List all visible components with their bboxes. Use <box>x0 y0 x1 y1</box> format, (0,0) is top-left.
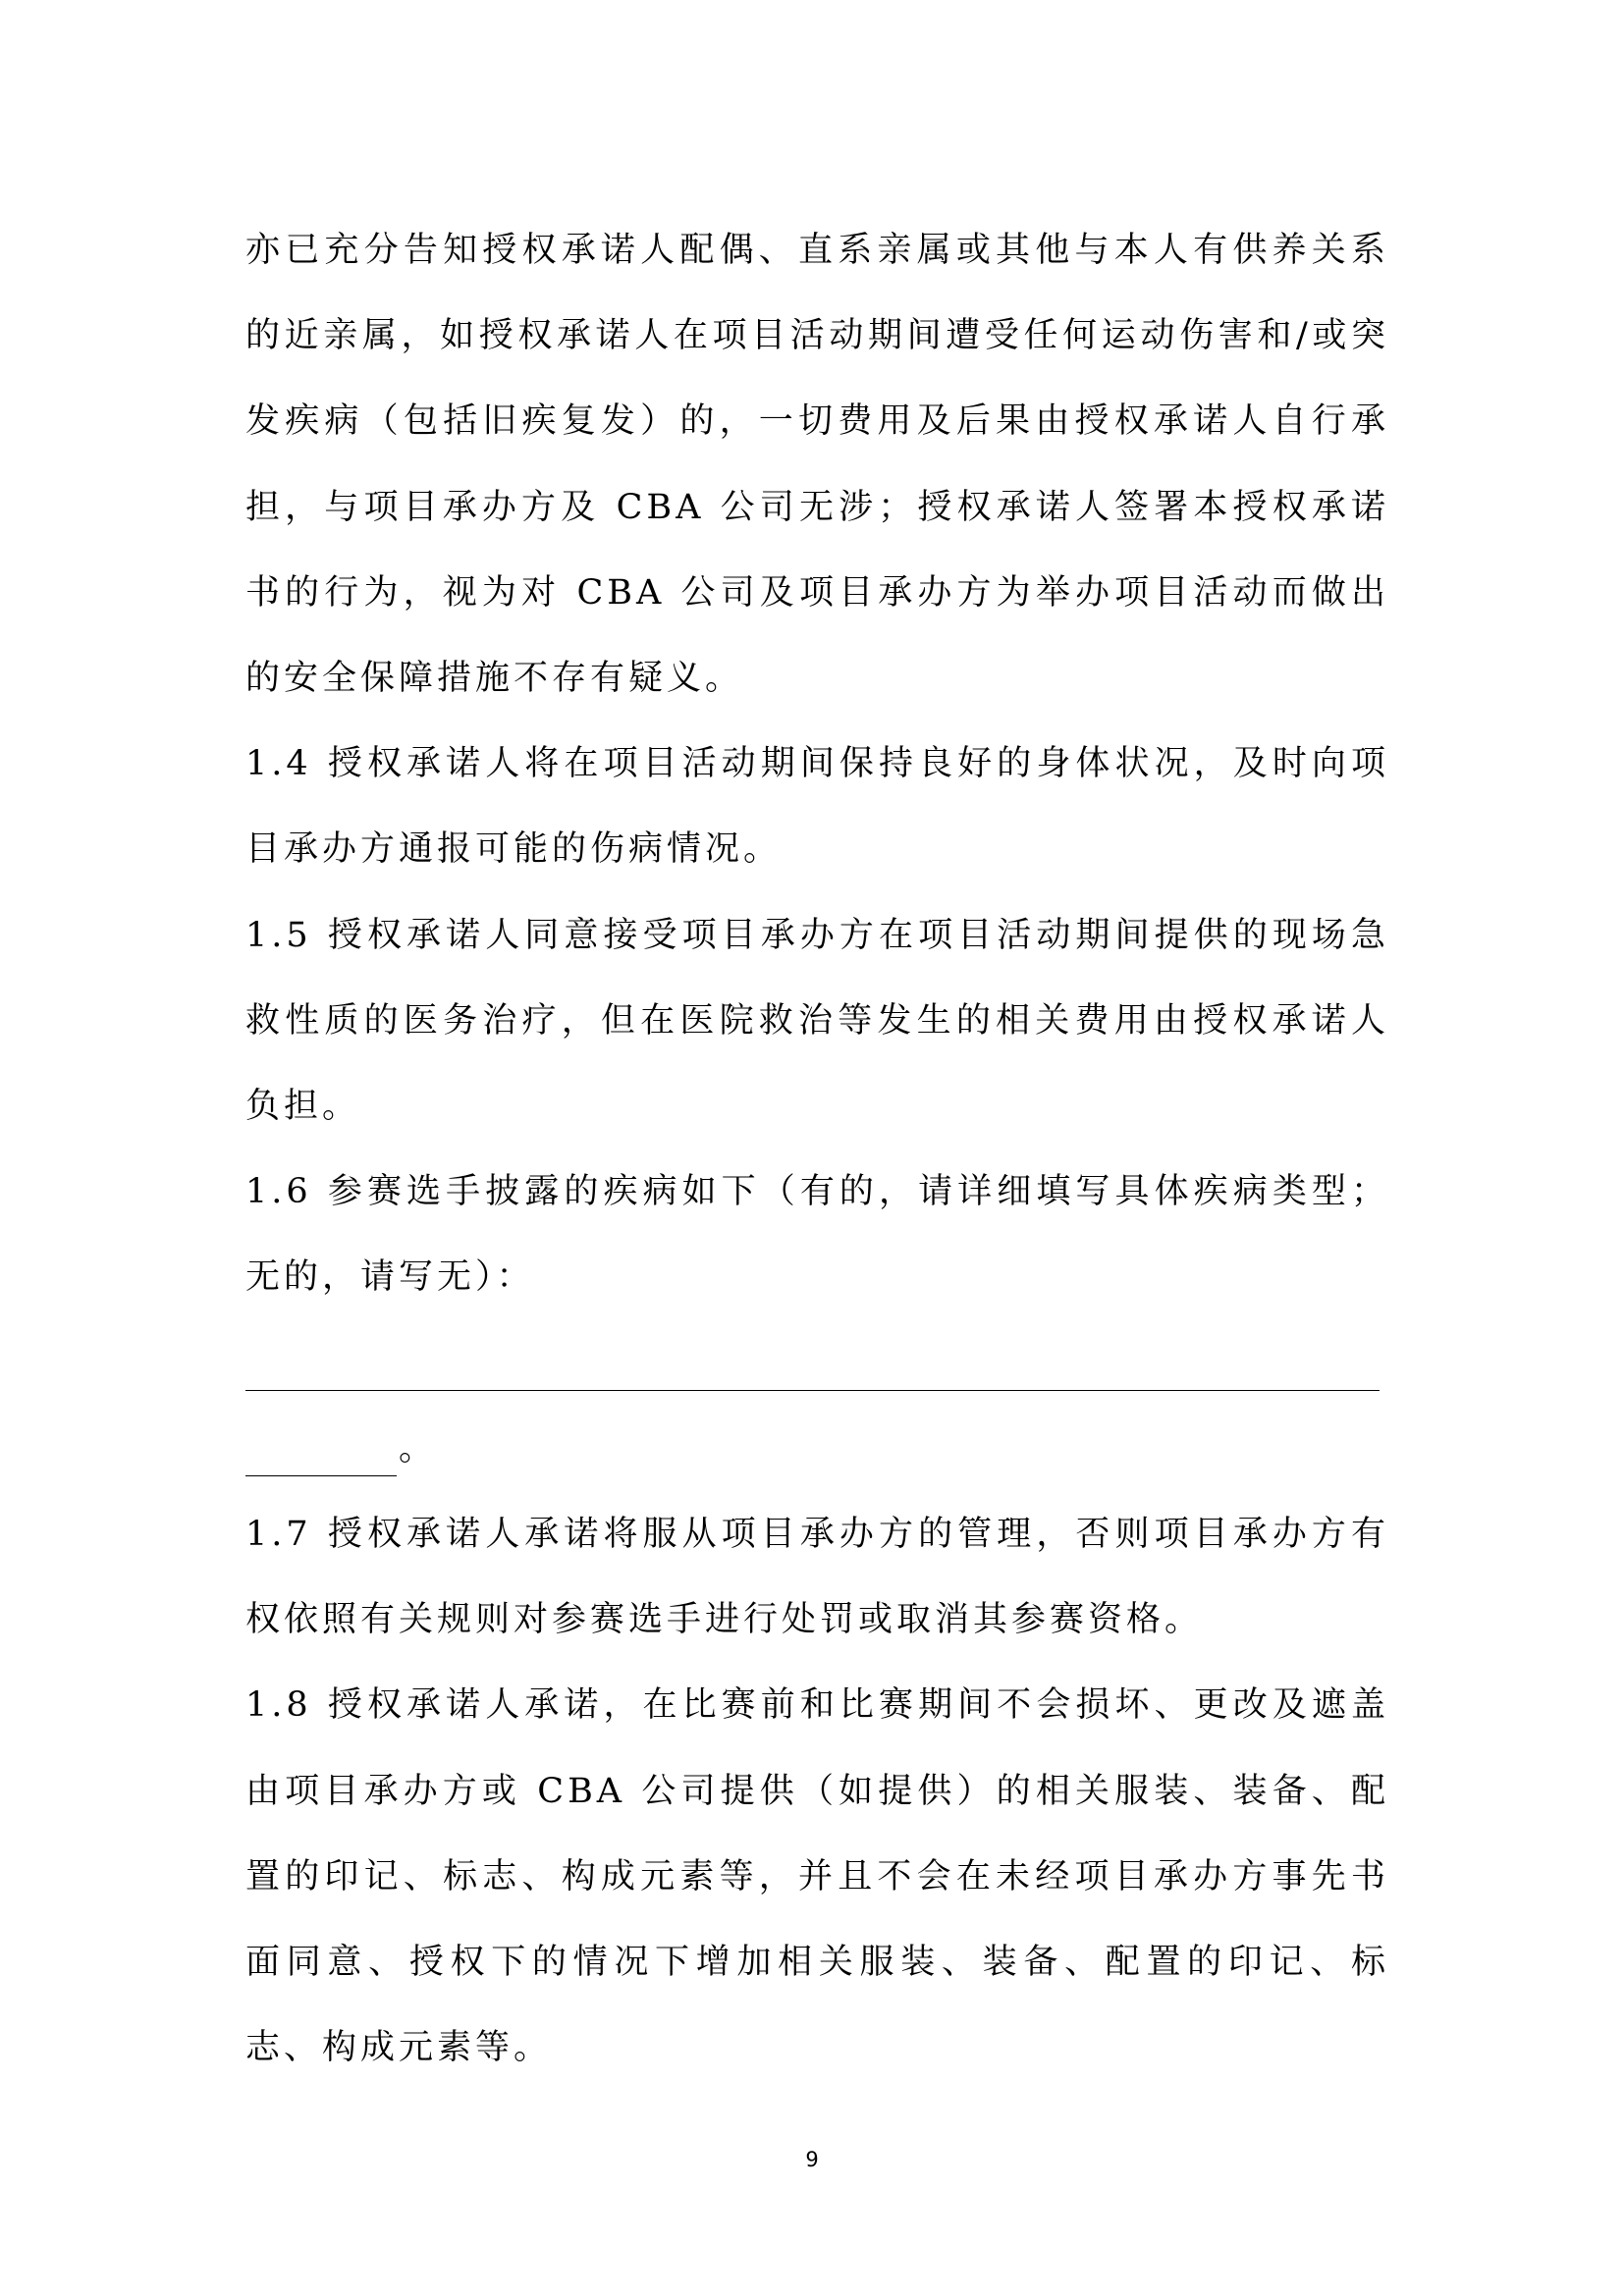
disease-fill-line-1[interactable] <box>245 1321 1389 1407</box>
paragraph-liability-continuation: 亦已充分告知授权承诺人配偶、直系亲属或其他与本人有供养关系的近亲属，如授权承诺人在项目活动期间遭受任何运动伤害和/或突发疾病（包括旧疾复发）的，一切费用及后果由授权承诺人自行承担，与项目承办方及 CBA 公司无涉；授权承诺人签署本授权承诺书的行为，视为对 CBA 公司及项目承办方为举办项目活动而做出的安全保障措施不存有疑义。 <box>245 231 1389 699</box>
disease-fill-line-2[interactable] <box>245 1407 1389 1492</box>
fill-in-underline-short <box>245 1475 397 1476</box>
paragraph-clause-1-6: 1.6 参赛选手披露的疾病如下（有的，请详细填写具体疾病类型；无的，请写无）： <box>245 1172 1389 1298</box>
paragraph-clause-1-4: 1.4 授权承诺人将在项目活动期间保持良好的身体状况，及时向项目承办方通报可能的伤病情况。 <box>245 744 1389 870</box>
fill-in-underline <box>245 1390 1380 1391</box>
paragraph-clause-1-7: 1.7 授权承诺人承诺将服从项目承办方的管理，否则项目承办方有权依照有关规则对参赛选手进行处罚或取消其参赛资格。 <box>245 1515 1389 1640</box>
page-number: 9 <box>805 2148 819 2171</box>
fill-line-period: 。 <box>399 1428 434 1468</box>
paragraph-clause-1-5: 1.5 授权承诺人同意接受项目承办方在项目活动期间提供的现场急救性质的医务治疗，但在医院救治等发生的相关费用由授权承诺人负担。 <box>245 915 1389 1127</box>
paragraph-clause-1-8: 1.8 授权承诺人承诺，在比赛前和比赛期间不会损坏、更改及遮盖由项目承办方或 CBA 公司提供（如提供）的相关服装、装备、配置的印记、标志、构成元素等，并且不会在未经项目承办方事先书面同意、授权下的情况下增加相关服装、装备、配置的印记、标志、构成元素等。 <box>245 1685 1389 2068</box>
document-body <box>245 208 1389 2091</box>
